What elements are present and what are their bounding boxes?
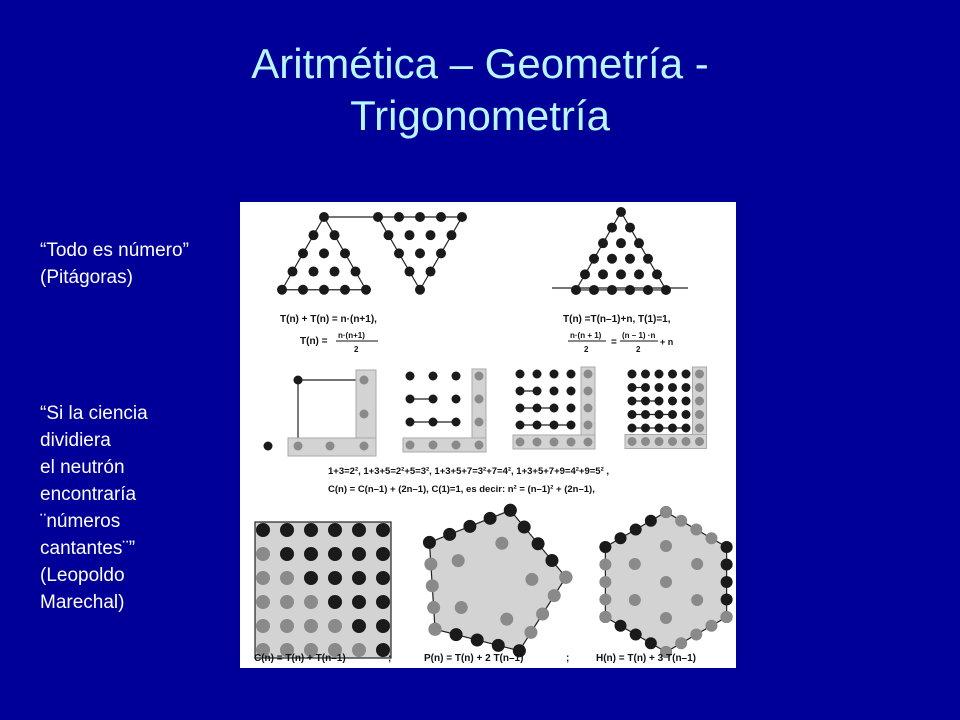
dot — [376, 619, 390, 633]
dot — [567, 421, 576, 430]
dot — [536, 608, 549, 621]
dot — [475, 395, 484, 404]
dot — [641, 424, 650, 433]
slide-title — [0, 38, 960, 142]
dot — [415, 212, 425, 222]
dot — [567, 370, 576, 379]
dot — [567, 404, 576, 413]
dot — [360, 442, 369, 451]
dot — [361, 285, 371, 295]
formula-top-right-frac1-num: n·(n + 1) — [570, 331, 602, 340]
dot — [429, 372, 438, 381]
dot — [584, 404, 593, 413]
dot — [589, 254, 599, 264]
dot — [625, 254, 635, 264]
dot — [643, 285, 653, 295]
shaded-square — [255, 522, 391, 658]
dot — [406, 441, 415, 450]
dot — [309, 267, 319, 277]
dot — [352, 619, 366, 633]
dot — [661, 285, 671, 295]
dot — [682, 437, 691, 446]
dot — [405, 230, 415, 240]
dot — [625, 223, 635, 233]
dot — [599, 559, 611, 571]
dot — [630, 524, 642, 536]
dot — [628, 370, 637, 379]
formula-bottom-2: P(n) = T(n) + 2 T(n–1) — [424, 653, 524, 664]
shaded-region — [625, 435, 707, 449]
dot — [607, 254, 617, 264]
shaded-region — [403, 438, 486, 452]
dot — [326, 442, 335, 451]
formula-bottom-sep-1: ; — [388, 653, 392, 664]
dot — [516, 438, 525, 447]
dot — [634, 238, 644, 248]
dot — [452, 418, 461, 427]
dot — [304, 547, 318, 561]
dot — [352, 571, 366, 585]
dot — [630, 629, 642, 641]
dot — [641, 410, 650, 419]
dot — [668, 397, 677, 406]
dot — [721, 576, 733, 588]
dot — [641, 370, 650, 379]
dot — [518, 521, 531, 534]
formula-bottom-1: C(n) = T(n) + T(n–1) — [254, 653, 346, 664]
dot — [450, 628, 463, 641]
dot — [660, 612, 672, 624]
dot — [452, 441, 461, 450]
formula-top-left-frac-den: 2 — [354, 345, 359, 354]
dot — [256, 619, 270, 633]
dot — [682, 424, 691, 433]
dot — [452, 554, 465, 567]
formula-top-right-1: T(n) =T(n–1)+n, T(1)=1, — [563, 314, 671, 325]
dot — [599, 576, 611, 588]
dot — [384, 230, 394, 240]
dot — [256, 571, 270, 585]
dot — [550, 370, 559, 379]
dot — [641, 437, 650, 446]
dot — [516, 370, 525, 379]
dot — [304, 523, 318, 537]
dot — [584, 421, 593, 430]
dot — [280, 547, 294, 561]
dot — [641, 383, 650, 392]
dot — [629, 558, 641, 570]
dot — [475, 418, 484, 427]
dot — [559, 571, 572, 584]
dot — [280, 523, 294, 537]
dot — [319, 285, 329, 295]
dot — [675, 515, 687, 527]
dot — [533, 387, 542, 396]
dot — [668, 383, 677, 392]
dot — [616, 238, 626, 248]
figurate-numbers-figure — [240, 202, 736, 668]
dot — [721, 611, 733, 623]
dot — [550, 421, 559, 430]
dot — [628, 410, 637, 419]
dot — [426, 267, 436, 277]
dot — [463, 520, 476, 533]
dot — [426, 230, 436, 240]
dot — [545, 554, 558, 567]
dot — [319, 212, 329, 222]
dot — [525, 573, 538, 586]
dot — [655, 410, 664, 419]
dot — [328, 547, 342, 561]
dot — [340, 285, 350, 295]
dot — [690, 629, 702, 641]
formula-mid-2: C(n) = C(n–1) + (2n–1), C(1)=1, es decir: n² = (n–1)² + (2n–1), — [328, 484, 595, 495]
dot — [484, 512, 497, 525]
dot — [695, 410, 704, 419]
dot — [447, 230, 457, 240]
dot — [429, 441, 438, 450]
dot — [695, 437, 704, 446]
dot — [660, 540, 672, 552]
dot — [695, 370, 704, 379]
dot — [394, 212, 404, 222]
dot — [615, 620, 627, 632]
dot — [360, 410, 369, 419]
dot — [443, 528, 456, 541]
dot — [328, 571, 342, 585]
dot — [598, 238, 608, 248]
dot — [415, 248, 425, 258]
dot — [615, 532, 627, 544]
dot — [550, 438, 559, 447]
dot — [691, 594, 703, 606]
dot — [533, 438, 542, 447]
dot — [571, 285, 581, 295]
dot — [475, 372, 484, 381]
dot — [616, 269, 626, 279]
dot — [330, 267, 340, 277]
dot — [532, 537, 545, 550]
dot — [475, 441, 484, 450]
dot — [550, 387, 559, 396]
dot — [675, 637, 687, 649]
dot — [288, 267, 298, 277]
dot — [607, 223, 617, 233]
dot — [352, 523, 366, 537]
dot — [655, 383, 664, 392]
dot — [256, 523, 270, 537]
formula-bottom-3: H(n) = T(n) + 3 T(n–1) — [596, 653, 696, 664]
dot — [319, 248, 329, 258]
dot — [721, 594, 733, 606]
dot — [264, 442, 273, 451]
dot — [533, 370, 542, 379]
dot — [643, 254, 653, 264]
dot — [584, 438, 593, 447]
dot — [629, 594, 641, 606]
dot — [668, 437, 677, 446]
dot — [682, 370, 691, 379]
figurate-numbers-diagram — [240, 202, 736, 668]
dot — [304, 619, 318, 633]
formula-top-left-2: T(n) = — [300, 336, 328, 347]
dot — [655, 397, 664, 406]
dot — [599, 541, 611, 553]
dot — [695, 383, 704, 392]
dot — [668, 410, 677, 419]
dot — [304, 595, 318, 609]
dot — [695, 424, 704, 433]
dot — [668, 370, 677, 379]
dot — [360, 376, 369, 385]
dot — [567, 387, 576, 396]
dot — [376, 595, 390, 609]
dot — [645, 637, 657, 649]
dot — [695, 397, 704, 406]
dot — [328, 595, 342, 609]
dot — [682, 383, 691, 392]
dot — [423, 536, 436, 549]
dot — [660, 506, 672, 518]
dot — [516, 404, 525, 413]
dot — [304, 571, 318, 585]
dot — [682, 397, 691, 406]
dot — [655, 370, 664, 379]
dot — [328, 619, 342, 633]
marechal-quote: “Si la ciencia dividiera el neutrón encontraría ¨números cantantes¨” (Leopoldo Marechal) — [40, 403, 148, 613]
formula-top-right-tail: + n — [660, 337, 674, 347]
dot — [330, 230, 340, 240]
dot — [660, 576, 672, 588]
dot — [599, 611, 611, 623]
dot — [376, 547, 390, 561]
dot — [328, 523, 342, 537]
dot — [280, 619, 294, 633]
dot — [415, 285, 425, 295]
dot — [691, 558, 703, 570]
dot — [376, 571, 390, 585]
dot — [471, 634, 484, 647]
dot — [721, 559, 733, 571]
dot — [500, 613, 513, 626]
dot — [340, 248, 350, 258]
dot — [628, 397, 637, 406]
dot — [373, 212, 383, 222]
formula-top-right-eq: = — [611, 337, 617, 348]
dot — [427, 601, 440, 614]
dot — [436, 212, 446, 222]
dot — [628, 437, 637, 446]
dot — [516, 421, 525, 430]
dot — [721, 541, 733, 553]
dot — [628, 383, 637, 392]
title-line-1: Aritmética – Geometría - — [251, 40, 709, 87]
dot — [548, 589, 561, 602]
dot — [705, 532, 717, 544]
dot — [690, 524, 702, 536]
dot — [280, 571, 294, 585]
dot — [668, 424, 677, 433]
dot — [455, 601, 468, 614]
dot — [625, 285, 635, 295]
dot — [394, 248, 404, 258]
dot — [492, 639, 505, 652]
dot — [406, 395, 415, 404]
dot — [533, 404, 542, 413]
title-line-2: Trigonometría — [350, 92, 610, 139]
formula-top-right-frac2-den: 2 — [636, 345, 641, 354]
dot — [309, 230, 319, 240]
dot — [436, 248, 446, 258]
dot — [628, 424, 637, 433]
dot — [457, 212, 467, 222]
dot — [598, 269, 608, 279]
dot — [652, 269, 662, 279]
dot — [550, 404, 559, 413]
dot — [495, 537, 508, 550]
dot — [607, 285, 617, 295]
dot — [424, 558, 437, 571]
dot — [280, 595, 294, 609]
dot — [616, 207, 626, 217]
dot — [533, 421, 542, 430]
dot — [452, 395, 461, 404]
dot — [705, 620, 717, 632]
dot — [256, 547, 270, 561]
dot — [584, 387, 593, 396]
dot — [516, 387, 525, 396]
dot — [406, 418, 415, 427]
dot — [504, 504, 517, 517]
dot — [655, 424, 664, 433]
dot — [634, 269, 644, 279]
formula-top-left-frac-num: n·(n+1) — [338, 331, 365, 340]
dot — [277, 285, 287, 295]
dot — [655, 437, 664, 446]
dot — [452, 372, 461, 381]
pythagoras-quote: “Todo es número” (Pitágoras) — [40, 240, 189, 288]
dot — [376, 523, 390, 537]
dot — [567, 438, 576, 447]
dot — [580, 269, 590, 279]
dot — [406, 372, 415, 381]
dot — [682, 410, 691, 419]
dot — [352, 643, 366, 657]
dot — [426, 579, 439, 592]
dot — [294, 442, 303, 451]
dot — [589, 285, 599, 295]
dot — [524, 626, 537, 639]
formula-mid-1: 1+3=2², 1+3+5=2²+5=3², 1+3+5+7=3²+7=4², 1+3+5+7+9=4²+9=5² , — [328, 466, 610, 477]
dot — [298, 285, 308, 295]
dot — [294, 376, 303, 385]
formula-top-right-frac1-den: 2 — [584, 345, 589, 354]
dot — [584, 370, 593, 379]
dot — [298, 248, 308, 258]
formula-bottom-sep-2: ; — [566, 653, 570, 664]
dot — [429, 418, 438, 427]
dot — [351, 267, 361, 277]
formula-top-right-frac2-num: (n – 1) ·n — [622, 331, 656, 340]
dot — [599, 594, 611, 606]
dot — [641, 397, 650, 406]
dot — [352, 595, 366, 609]
dot — [645, 515, 657, 527]
dot — [352, 547, 366, 561]
formula-top-left-1: T(n) + T(n) = n·(n+1), — [280, 314, 377, 325]
dot — [405, 267, 415, 277]
dot — [256, 595, 270, 609]
dot — [429, 623, 442, 636]
dot — [429, 395, 438, 404]
